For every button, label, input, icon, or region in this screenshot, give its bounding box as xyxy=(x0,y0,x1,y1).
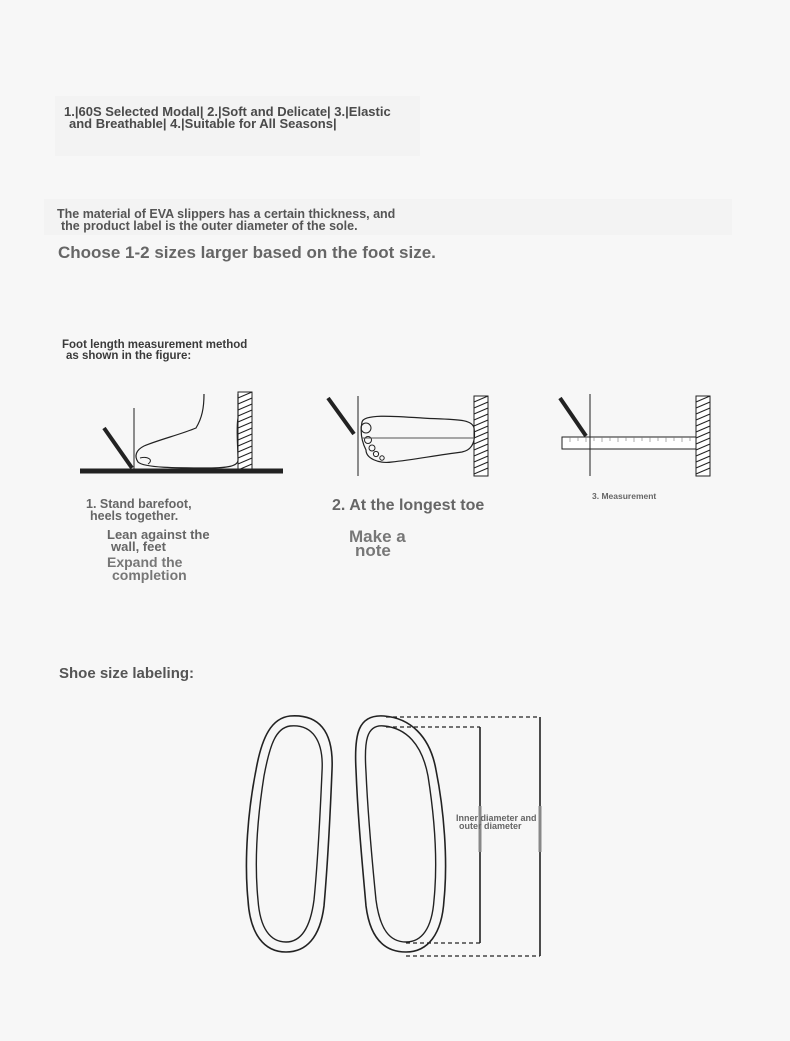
lean-line-1: Lean against the xyxy=(107,527,210,542)
material-line-2: the product label is the outer diameter of the sole. xyxy=(61,219,358,233)
measurement-title-line-2: as shown in the figure: xyxy=(66,350,192,362)
lean-line-2: wall, feet xyxy=(111,539,166,554)
expand-text xyxy=(107,556,247,582)
step-1-text xyxy=(86,498,236,522)
material-line-1: The material of EVA slippers has a certain thickness, and xyxy=(57,207,396,221)
make-note-line-1: Make a xyxy=(349,527,406,546)
sole-diagram xyxy=(240,710,550,966)
feature-list xyxy=(64,106,424,130)
material-note xyxy=(57,208,477,232)
step-3-text: 3. Measurement xyxy=(592,491,657,501)
step-1-line-1: 1. Stand barefoot, xyxy=(86,497,192,511)
step-2-text: 2. At the longest toe xyxy=(332,497,485,514)
diameter-label xyxy=(456,814,576,830)
foot-side-view-figure xyxy=(78,388,288,478)
expand-line-2: completion xyxy=(112,567,187,583)
feature-line-2: and Breathable| 4.|Suitable for All Seasons| xyxy=(69,116,337,131)
diameter-label-line-2: outer diameter xyxy=(459,821,522,831)
feature-line-1: 1.|60S Selected Modal| 2.|Soft and Delicate| 3.|Elastic xyxy=(64,104,391,119)
lean-text xyxy=(107,529,247,553)
measurement-title-line-1: Foot length measurement method xyxy=(62,339,248,351)
diameter-label-line-1: Inner diameter and xyxy=(456,813,537,823)
make-note-line-2: note xyxy=(355,541,391,560)
step-1-line-2: heels together. xyxy=(90,509,179,523)
shoe-size-title: Shoe size labeling: xyxy=(59,665,195,682)
size-advice: Choose 1-2 sizes larger based on the foot size. xyxy=(58,243,436,262)
ruler-measurement-figure xyxy=(556,392,716,482)
make-note-text xyxy=(349,527,469,560)
expand-line-1: Expand the xyxy=(107,554,183,570)
measurement-title xyxy=(62,340,282,362)
foot-top-view-figure xyxy=(322,392,492,482)
